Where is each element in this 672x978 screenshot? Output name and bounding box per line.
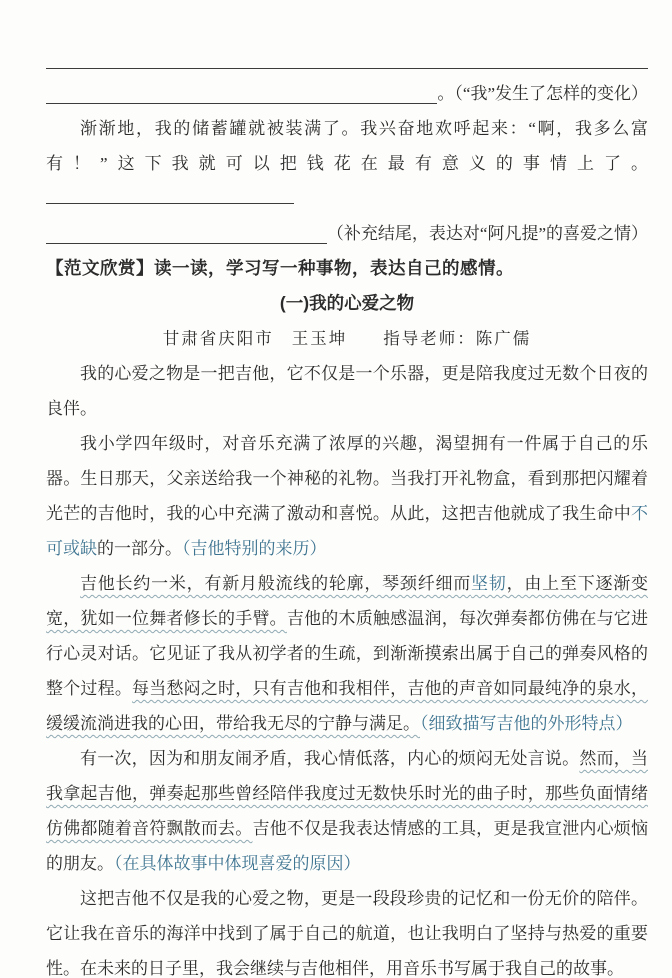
byline-author: 王玉坤 <box>291 329 348 348</box>
blank-writing-line-3 <box>46 183 294 204</box>
essay-title: (一)我的心爱之物 <box>279 293 415 313</box>
teal-annotation: （细致描写吉他的外形特点） <box>420 714 633 733</box>
text-segment: 我小学四年级时，对音乐充满了浓厚的兴趣，渴望拥有一件属于自己的乐器。生日那天，父亲送给我一个神秘的礼物。当我打开礼物盒，看到那把闪耀着光芒的吉他时，我的心中充满了激动和喜悦。从此，这把吉他就成了我生命中 <box>46 434 648 523</box>
teal-annotation: （在具体故事中体现喜爱的原因） <box>114 854 361 873</box>
blank-writing-line-4 <box>46 216 327 244</box>
byline-region: 甘肃省庆阳市 <box>162 329 274 348</box>
blank-writing-line-2 <box>46 76 437 104</box>
wavy-highlight: 然而，当我拿起吉他，弹奏起那些曾经陪伴我度过无数快乐时光的曲子时，那些负面情绪仿佛都随着音符飘散而去。 <box>46 749 648 838</box>
fill-in-paragraph-text: 渐渐地，我的储蓄罐就被装满了。我兴奋地欢呼起来：“啊，我多么富有！”这下我就可以把钱花在最有意义的事情上了。 <box>46 119 648 173</box>
byline-mentor: 指导老师：陈广儒 <box>383 329 532 348</box>
hint-ending-note: （补充结尾，表达对“阿凡提”的喜爱之情） <box>326 224 648 243</box>
teal-highlight: 不可或缺 <box>46 504 648 558</box>
essay-paragraph-4 <box>46 741 648 881</box>
wavy-highlight: 每当愁闷之时，只有吉他和我相伴，吉他的声音如同最纯净的泉水，缓缓流淌进我的心田，带给我无尽的宁静与满足。 <box>46 679 649 733</box>
fill-in-row-change <box>46 76 648 111</box>
teal-wavy-highlight: 坚韧 <box>471 574 507 593</box>
text-segment: 这把吉他不仅是我的心爱之物，更是一段段珍贵的记忆和一份无价的陪伴。它让我在音乐的海洋中找到了属于自己的航道，也让我明白了坚持与热爱的重要性。 <box>46 889 648 978</box>
wavy-highlight: ，由上至下逐渐变宽，犹如一位舞者修长的手臂。 <box>46 574 649 628</box>
text-segment: 我的心爱之物是一把吉他，它不仅是一个乐器，更是陪我度过无数个日夜的良伴。 <box>46 364 648 418</box>
text-segment: 有一次，因为和朋友闹矛盾，我心情低落，内心的烦闷无处言说。 <box>80 749 580 768</box>
blank-writing-line-1 <box>46 40 648 69</box>
text-segment: 吉他的木质触感温润，每次弹奏都仿佛在与它进行心灵对话。它见证了我从初学者的生疏，到渐渐摸索出属于自己的弹奏风格的整个过程。 <box>46 609 649 698</box>
fill-in-paragraph <box>46 111 648 216</box>
essay-paragraph-3 <box>46 566 648 741</box>
fill-in-row-ending <box>46 216 648 251</box>
wavy-highlight: 在未来的日子里，我会继续与吉他相伴，用音乐书写属于我自己的故事。 <box>80 959 624 978</box>
wavy-highlight: 吉他长约一米，有新月般流线的轮廓，琴颈纤细而 <box>80 574 472 593</box>
essay-byline <box>46 321 648 356</box>
teal-annotation: （吉他特别的来历） <box>182 539 327 558</box>
essay-paragraph-1 <box>46 356 648 426</box>
section-header: 【范文欣赏】读一读，学习写一种事物，表达自己的感情。 <box>46 258 514 278</box>
essay-paragraph-2 <box>46 426 648 566</box>
hint-change-question: 。（“我”发生了怎样的变化） <box>437 84 648 103</box>
text-segment: 的一部分。 <box>97 539 182 558</box>
essay-paragraph-5 <box>46 881 648 978</box>
text-segment: 吉他不仅是我表达情感的工具，更是我宣泄内心烦恼的朋友。 <box>46 819 649 873</box>
